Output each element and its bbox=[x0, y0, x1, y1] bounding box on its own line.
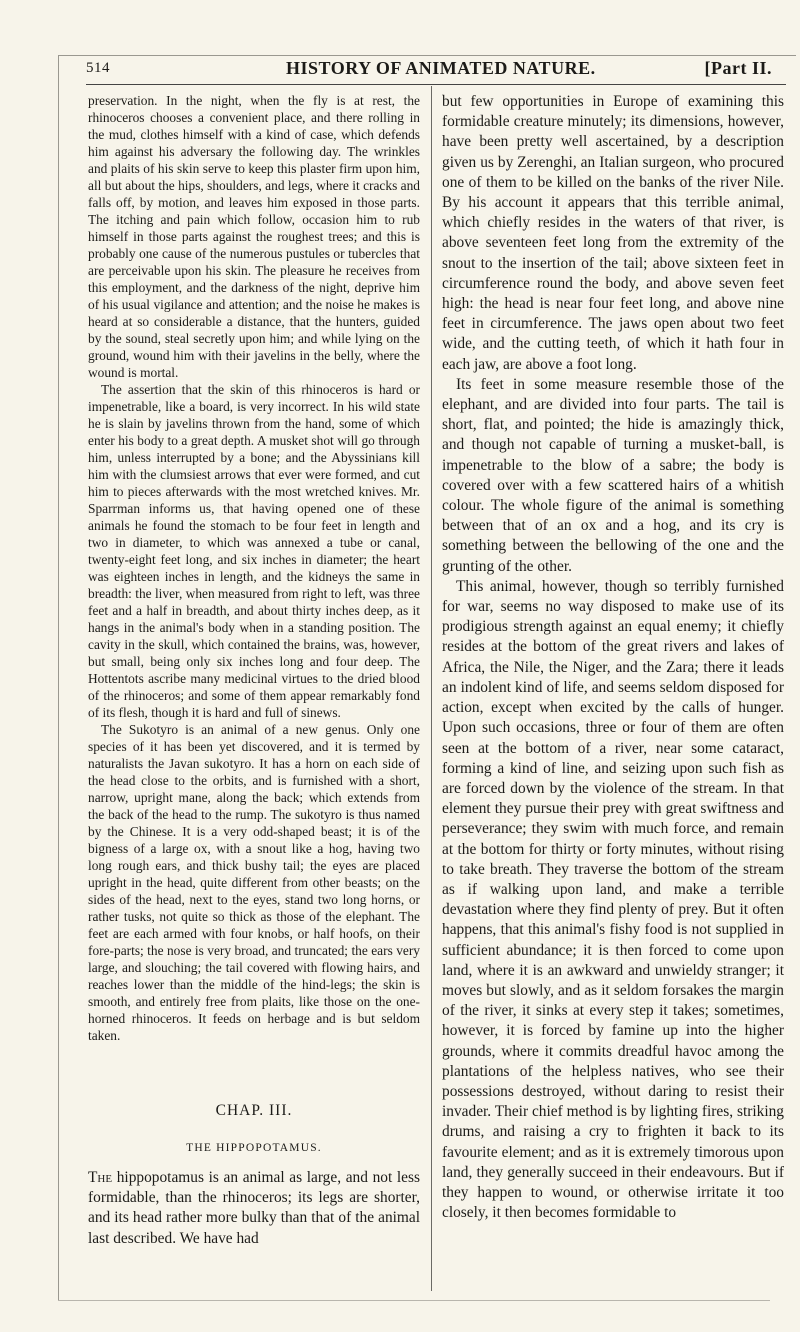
paragraph: This animal, however, though so terribly furnished for war, seems no way disposed to make use of its prodigious strength against an equal enemy; it chiefly resides at the bottom of the great rivers and lakes of Africa, the Nile, the Niger, and the Zara; there it leads an indolent kind of life, and seems seldom disposed for action, except when excited by the calls of hunger. Upon such occasions, three or four of them are often seen at the bottom of a river, near some cataract, forming a kind of line, and seizing upon such fish as are forced down by the violence of the stream. In that element they pursue their prey with great swiftness and perseverance; they swim with much force, and remain at the bottom for thirty or forty minutes, without rising to take breath. They traverse the bottom of the stream as if walking upon land, and make a terrible devastation where they find plenty of prey. But it often happens, that this animal's fishy food is not supplied in sufficient abundance; it is then forced to come upon land, where it is an awkward and unwieldy stranger; it moves but slowly, and as it seldom forsakes the margin of the river, it sinks at every step it takes; sometimes, however, it is forced by famine up into the higher grounds, where it commits dreadful havoc among the plantations of the helpless natives, who see their possessions destroyed, without daring to resist their invader. Their chief method is by lighting fires, striking drums, and raising a cry to frighten it back to its favourite element; and as it is extremely timorous upon land, they generally succeed in their endeavours. But if they happen to wound, or otherwise irritate it too closely, it then becomes formidable to bbox=[442, 577, 784, 1222]
column-divider bbox=[431, 86, 432, 1291]
page-edge-bottom bbox=[58, 1300, 770, 1301]
right-column bbox=[442, 92, 784, 1223]
paragraph: Its feet in some measure resemble those of the elephant, and are divided into four parts. The tail is short, flat, and pointed; the hide is amazingly thick, and though not capable of turning a musket-ball, is impenetrable to the blow of a sabre; the body is covered over with a few scattered hairs of a whitish colour. The whole figure of the animal is something between that of an ox and a hog, and its cry is something between the bellowing of the one and the grunting of the other. bbox=[442, 375, 784, 575]
part-label: [Part II. bbox=[704, 58, 772, 78]
paragraph: but few opportunities in Europe of examining this formidable creature minutely; its dimensions, however, have been pretty well ascertained, by a description given us by Zerenghi, an Italian surgeon, who procured one of them to be killed on the banks of the river Nile. By his account it appears that this terrible animal, which chiefly resides in the waters of that river, is above seventeen feet long from the extremity of the snout to the insertion of the tail; above sixteen feet in circumference round the body, and above seven feet high: the head is near four feet long, and above nine feet in circumference. The jaws open about two feet wide, and the cutting teeth, of which it hath four in each jaw, are above a foot long. bbox=[442, 93, 784, 373]
page-number: 514 bbox=[86, 60, 110, 76]
opening-text: hippopotamus is an animal as large, and not less formidable, than the rhinoceros; its legs are shorter, and its head rather more bulky than that of the animal last described. We have had bbox=[88, 1169, 420, 1247]
page-edge-top bbox=[58, 55, 796, 56]
opening-word: The bbox=[88, 1169, 113, 1186]
page-edge-left bbox=[58, 55, 59, 1301]
paragraph: The Sukotyro is an animal of a new genus. Only one species of it has been yet discovered, and it is termed by naturalists the Javan sukotyro. It has a horn on each side of the head close to the orbits, and is furnished with a short, narrow, upright mane, along the back; which extends from the back of the head to the rump. The sukotyro is thus named by the Chinese. It is a very odd-shaped beast; it is of the bigness of a large ox, with a snout like a hog, having two long rough ears, and thick bushy tail; the eyes are placed upright in the head, quite different from other beasts; on the sides of the head, next to the eyes, stand two long horns, or rather tusks, not quite so thick as those of the elephant. The feet are each armed with four knobs, or half hoofs, on their fore-parts; the nose is very broad, and truncated; the ears very large, and slouching; the tail covered with flowing hairs, and reaches lower than the middle of the hind-legs; the skin is smooth, and entirely free from plaits, like those on the one-horned rhinoceros. It feeds on herbage and is but seldom taken. bbox=[88, 722, 420, 1043]
paragraph: preservation. In the night, when the fly is at rest, the rhinoceros chooses a convenient place, and there rolling in the mud, clothes himself with a kind of case, which defends him against his adversary the following day. The wrinkles and plaits of his skin serve to keep this plaster firm upon him, all but about the hips, shoulders, and legs, where it cracks and falls off, by motion, and leaves him exposed in those parts. The itching and pain which follow, occasion him to rub himself in those parts against the roughest trees; and this is probably one cause of the numerous pustules or tubercles that are perceivable upon his skin. The pleasure he receives from this employment, and the darkness of the night, deprive him of his usual vigilance and attention; and the noise he makes is heard at so considerable a distance, that the hunters, guided by the sound, steal secretly upon him; and while lying on the ground, wound him with their javelins in the belly, where the wound is mortal. bbox=[88, 93, 420, 380]
left-column bbox=[88, 92, 420, 1249]
chapter-subtitle: THE HIPPOPOTAMUS. bbox=[186, 1142, 322, 1154]
running-title: HISTORY OF ANIMATED NATURE. bbox=[286, 58, 596, 78]
chapter-title: CHAP. III. bbox=[215, 1102, 293, 1119]
paragraph: The assertion that the skin of this rhinoceros is hard or impenetrable, like a board, is very incorrect. In his wild state he is slain by javelins thrown from the hand, some of which enter his body to a great depth. A musket shot will go through him, unless interrupted by a bone; and the Abyssinians kill him with the clumsiest arrows that ever were formed, and cut him to pieces afterwards with the most wretched knives. Mr. Sparrman informs us, that having opened one of these animals he found the stomach to be four feet in length and two in diameter, to which was annexed a tube or canal, twenty-eight feet long, and six inches in diameter; the heart was eighteen inches in length, and the kidneys the same in breadth: the liver, when measured from right to left, was three feet and a half in breadth, and about thirty inches deep, as it hangs in the animal's body when in a standing position. The cavity in the skull, which contained the brains, was, however, but small, being only six inches long and four deep. The Hottentots ascribe many medicinal virtues to the dried blood of the rhinoceros; and some of them appear remarkably fond of its flesh, though it is hard and full of sinews. bbox=[88, 382, 420, 720]
header-rule bbox=[86, 84, 786, 85]
chapter-opening-paragraph bbox=[88, 1168, 420, 1249]
